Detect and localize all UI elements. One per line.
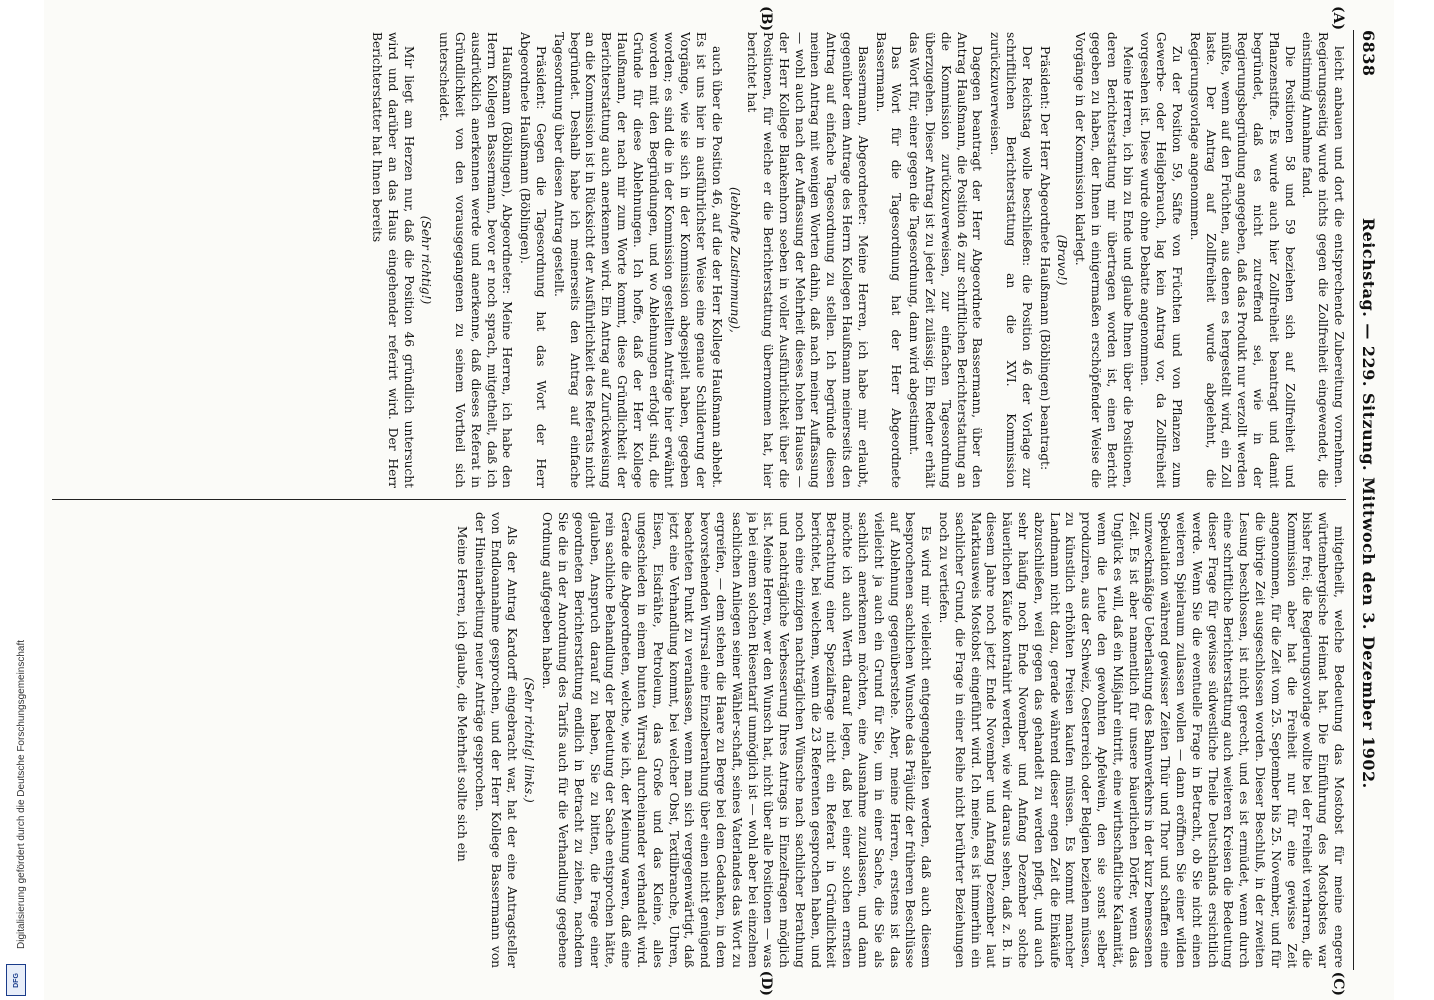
interjection: (Sehr richtig!)	[419, 215, 434, 305]
paragraph: leicht anbauen und dort die entsprechende Zubereitung vornehmen. Regierungsseitig wurde nichts gegen die Zollfreiheit eingewendet, die einstimmig Annahme fand.	[1300, 32, 1346, 488]
margin-mark-b: (B)	[758, 6, 774, 32]
paragraph: Dagegen beantragt der Herr Abgeordnete Bassermann, über den Antrag Haußmann, die Position 46 zur schriftlichen Berichterstattung an die Kommission zurückzuverweisen, zur einfachen Tagesordnung überzugehen. Dieser Antrag ist zu jeder Zeit zulässig. Ein Redner erhält das Wort für, einer gegen die Tagesordnung, dann wird abgestimmt.	[907, 32, 985, 488]
page-number: 6838	[1359, 30, 1379, 77]
paragraph: mitgetheilt, welche Bedeutung das Mostobst für meine engere württembergische Heimat hat. Die Einführung des Mostobstes war bisher frei; die Regierungsvorlage wollte bei der Freiheit verharren, die Kommission aber hat die Freiheit nur für eine gewisse Zeit angenommen, für die Zeit vom 25. September bis 25. November, und für die übrige Zeit ausgeschlossen worden. Dieser Beschluß, in der zweiten Lesung beschlossen, ist nicht gerecht, und es ist ermüdet, wenn durch eine schriftliche Berichterstattung auch weiteren Kreisen die Bedeutung dieser Frage für gewisse südwestliche Theile Deutschlands ersichtlich werde. Wenn Sie die eventuelle Frage in Betracht, ob Sie nicht einen weiteren Spielraum zulassen wollen — dann eröffnen Sie einer wilden Spekulation während gewisser Zeiten Thür und Thor und schaffen eine unzweckmäßige Ueberlastung des Bahnverkehrs in der kurz bemessenen Zeit. Es ist aber namentlich für unsere bäuerlichen Dörfer, wenn das Unglück es will, daß ein Mißjahr eintritt, eine wirthschaftliche Kalamität, wenn die Leute den gewohnten Apfelwein, den sie sonst selber produziren, aus der Schweiz, Oesterreich oder Belgien beziehen müssen, zu künstlich erhöhten Preisen kaufen müssen. Es kommt mancher Landmann nicht dazu, gerade während dieser engen Zeit die Einkäufe abzuschließen, weil gegen das gehandelt zu werden pflegt, und auch sehr häufig noch Ende November und Anfang Dezember solche bäuerlichen Käufe kontrahirt werden, wie wir daraus sehen, daß z. B. in diesem Jahre noch jetzt Ende November und Anfang Dezember laut Marktausweis Mostobst eingeführt wird. Ich meine, es ist immerhin ein sachlicher Grund, die Frage in einer Reihe nicht berührter Beziehungen noch zu vertiefen.	[937, 512, 1346, 968]
paragraph: Es wird mir vielleicht entgegengehalten werden, daß auch diesem besprochenen sachlichen Wunsche das Präjudiz der früheren Beschlüsse auf Ablehnung gegenüberstehe. Aber, meine Herren, erstens ist das vielleicht ja auch ein Grund für Sie, um in einer Sache, die Sie als sachlich anerkennen möchten, eine Ausnahme zuzulassen, und dann möchte ich auch Werth darauf legen, daß bei einer solchen ernsten Betrachtung einer Spezialfrage nicht ein Referat in Gründlichkeit berichtet, bei welchem, wenn die 23 Referenten gesprochen haben, und noch eine einzigen nachträglichen Wünsche nach sachlicher Berathung und nachträgliche Verbesserung Ihres Antrags in Einzelfragen möglich ist. Meine Herren, wer den Wunsch hat, nicht über alle Positionen — was ja bei einem solchen Riesentarif unmöglich ist — wohl aber bei einzelnen sachlichen Anliegen seiner Wähler-schaft, seines Vaterlandes das Wort zu ergreifen, — dem stehen die Haare zu Berge bei dem Gedanken, in dem bevorstehenden Wirrsal eine Einzelberathung über einen nicht genügend beachteten Punkt zu veranlassen, wenn man sich vergegenwärtigt, daß jetzt eine Verhandlung kommt, bei welcher Obst, Textilbranche, Uhren, Eisen, Eisdrähte, Petroleum, das Große und das Kleine, alles ungeschieden in einem bunten Wirrsal durcheinander verhandelt wird. Gerade die Abgeordneten, welche, wie ich, der Meinung waren, daß eine rein sachliche Behandlung der Bedeutung der Sache entsprochen hätte, glauben, Anspruch darauf zu haben, Sie zu bitten, die Frage einer geordneten Berichterstattung endlich in Betracht zu ziehen, nachdem Sie die in der Anordnung des Tarifs auch für die Verhandlung gegebene Ordnung aufgegeben haben.	[540, 512, 934, 968]
speaker-paragraph: Haußmann (Böblingen), Abgeordneter: Meine Herren, ich habe den Herrn Kollegen Bassermann, bevor er noch sprach, mitgetheilt, daß ich ausdrücklich anerkennen werde und anerkenne, daß dieses Referat in Gründlichkeit von den vorausgegangenen zu seinem Vortheil sich unterscheidet.	[437, 32, 515, 488]
interjection: (lebhafte Zustimmung),	[727, 187, 742, 333]
speaker-paragraph: Präsident: Gegen die Tagesordnung hat das Wort der Herr Abgeordnete Haußmann (Böblingen).	[518, 32, 548, 488]
right-column	[52, 512, 1346, 968]
margin-mark-a: (A)	[1330, 6, 1346, 31]
margin-mark-c: (C)	[1330, 971, 1346, 996]
paragraph: auch über die Position 46, auf die der Herr Kollege Haußmann abhebt. Es ist uns hier in ausführlichster Weise eine genaue Schilderung der Vorgänge, wie sie sich in der Kommission abgespielt haben, gegeben worden; es sind die in der Kommission gestellten Anträge hier erwähnt worden mit den Begründungen, und wo Ablehnungen erfolgt sind, die Gründe für diese Ablehnungen. Ich hoffe, daß der Herr Kollege Haußmann, der nach mir zum Worte kommt, diese Gründlichkeit der Berichterstattung auch anerkennen wird. Ein Antrag auf Zurückweisung an die Kommission ist in Rücksicht der Ausführlichkeit des Referats nicht begründet. Deshalb habe ich meinerseits den Antrag auf einfache Tagesordnung über diesen Antrag gestellt.	[551, 32, 724, 488]
digitization-note: Digitalisierung gefördert durch die Deutsche Forschungsgemeinschaft	[16, 639, 27, 949]
speaker-paragraph: Präsident: Der Herr Abgeordnete Haußmann (Böblingen) beantragt:	[1037, 46, 1052, 471]
paragraph: Als der Antrag Kardorff eingebracht war, hat der eine Antragsteller von Endloannahme gesprochen, und der Herr Kollege Bassermann von der Hineinarbeitung neuer Anträge gesprochen.	[472, 512, 519, 968]
page-header-title: Reichstag. — 229. Sitzung. Mittwoch den 3. Dezember 1902.	[1359, 217, 1379, 789]
interjection: (Sehr richtig! links.)	[522, 677, 537, 803]
margin-mark-d: (D)	[758, 970, 774, 996]
speaker-paragraph: Bassermann, Abgeordneter: Meine Herren, ich habe mir erlaubt, gegenüber dem Antrage des Herrn Kollegen Haußmann meinerseits den Antrag auf einfache Tagesordnung zu stellen. Ich begründe diesen meinen Antrag mit wenigen Worten dahin, daß nach meiner Auffassung — wohl auch nach der Auffassung der Mehrheit dieses hohen Hauses — der Herr Kollege Blankenhorn soeben in voller Ausführlichkeit über die Positionen, für welche er die Berichterstattung übernommen hat, hier berichtet hat	[745, 32, 870, 488]
paragraph: Zu der Position 59, Säfte von Früchten und von Pflanzen zum Gewerbe- oder Heilgebrauch, lag kein Antrag vor, da Zollfreiheit vorgesehen ist. Diese wurde ohne Debatte angenommen.	[1138, 32, 1185, 488]
paragraph: Meine Herren, ich glaube, die Mehrheit sollte sich ein	[455, 526, 470, 862]
left-column	[52, 32, 1346, 488]
paragraph: Mir liegt am Herzen nur, daß die Position 46 gründlich untersucht wird und darüber an das Haus eingehender referirt wird. Der Herr Berichterstatter hat Ihnen bereits	[369, 32, 416, 488]
motion-text: Der Reichstag wolle beschließen: die Position 46 der Vorlage zur schriftlichen Berichterstattung an die XVI. Kommission zurückzuverweisen.	[988, 32, 1034, 488]
column-divider	[52, 499, 1346, 500]
paragraph: Meine Herren, ich bin zu Ende und glaube Ihnen über die Positionen, deren Berichterstattung mir übertragen worden ist, einen Bericht gegeben zu haben, der Ihnen in einigermaßen erschöpfender Weise die Vorgänge in der Kommission klarlegt.	[1073, 32, 1135, 488]
newspaper-page	[44, 0, 1394, 1000]
dfg-logo: DFG	[6, 964, 26, 996]
page-header	[1353, 30, 1384, 970]
paragraph: Das Wort für die Tagesordnung hat der Herr Abgeordnete Bassermann.	[873, 32, 904, 488]
digitization-footer	[2, 560, 30, 1000]
paragraph: Die Positionen 58 und 59 beziehen sich auf Zollfreiheit und Pflanzenstifte. Es wurde auch hier Zollfreiheit beantragt und damit begründet, daß es nicht zutreffend sei, wie in der Regierungsbegründung angegeben, daß das Produkt nur verzollt werden müßte, wenn auf den Früchten, aus denen es hergestellt wird, ein Zoll laste. Der Antrag auf Zollfreiheit wurde abgelehnt, die Regierungsvorlage angenommen.	[1187, 32, 1297, 488]
interjection: (Bravo!)	[1055, 234, 1070, 286]
